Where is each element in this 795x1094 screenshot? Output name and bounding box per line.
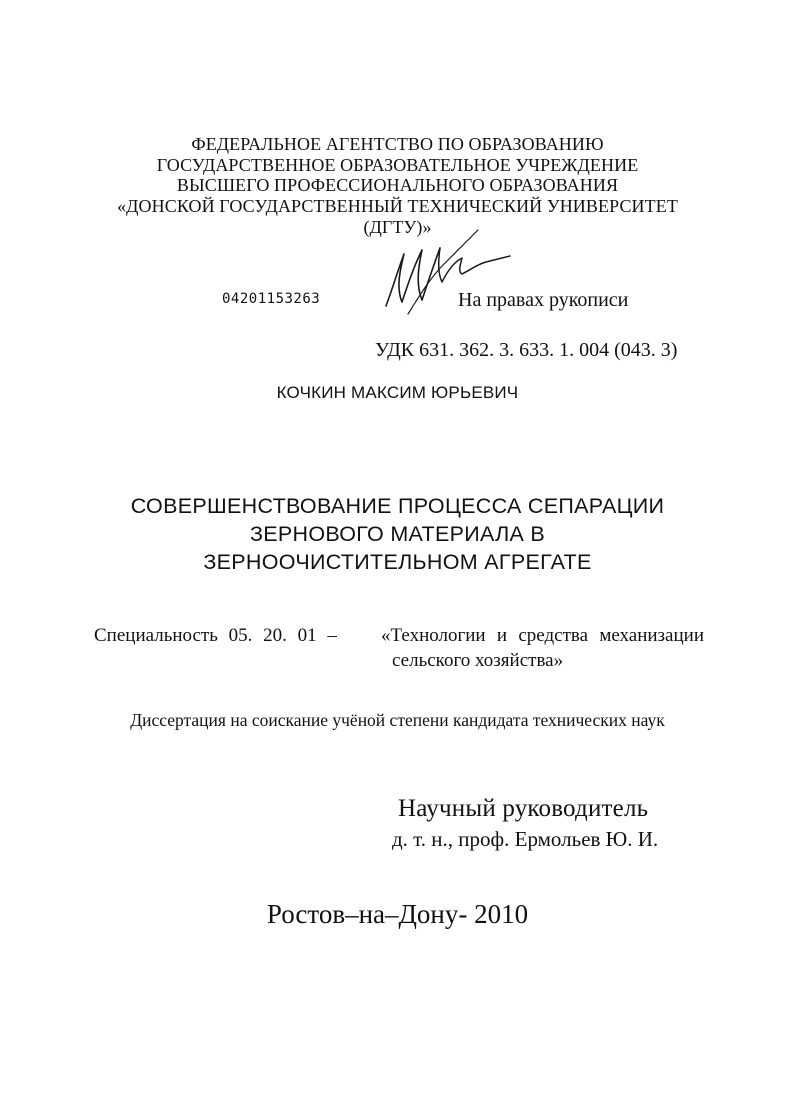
city-year: Ростов–на–Дону- 2010 <box>266 899 529 929</box>
udk-code: УДК 631. 362. 3. 633. 1. 004 (043. 3) <box>375 339 678 361</box>
header-line-agency: ФЕДЕРАЛЬНОЕ АГЕНТСТВО ПО ОБРАЗОВАНИЮ <box>191 134 604 154</box>
dissertation-note: Диссертация на соискание учёной степени кандидата технических наук <box>130 710 665 730</box>
header-line-education: ВЫСШЕГО ПРОФЕССИОНАЛЬНОГО ОБРАЗОВАНИЯ <box>176 175 619 195</box>
inventory-number: 04201153263 <box>222 291 321 307</box>
header-line-institution: ГОСУДАРСТВЕННОЕ ОБРАЗОВАТЕЛЬНОЕ УЧРЕЖДЕНИЕ <box>156 155 639 175</box>
rights-notice: На правах рукописи <box>458 289 629 311</box>
supervisor-title: Научный руководитель <box>398 795 649 822</box>
specialty-text-line-1: «Технологии и средства механизации <box>381 625 704 646</box>
header-line-abbreviation: (ДГТУ)» <box>363 217 432 237</box>
specialty-text-line-2: сельского хозяйства» <box>392 650 564 671</box>
title-line-1: СОВЕРШЕНСТВОВАНИЕ ПРОЦЕССА СЕПАРАЦИИ <box>130 494 665 518</box>
author-name: КОЧКИН МАКСИМ ЮРЬЕВИЧ <box>276 383 519 402</box>
header-line-university: «ДОНСКОЙ ГОСУДАРСТВЕННЫЙ ТЕХНИЧЕСКИЙ УНИВЕРСИТЕТ <box>117 196 678 216</box>
supervisor-name: д. т. н., проф. Ермольев Ю. И. <box>392 827 659 851</box>
title-line-2: ЗЕРНОВОГО МАТЕРИАЛА В <box>249 522 546 546</box>
title-line-3: ЗЕРНООЧИСТИТЕЛЬНОМ АГРЕГАТЕ <box>203 550 592 574</box>
specialty-label: Специальность 05. 20. 01 – <box>94 625 337 646</box>
